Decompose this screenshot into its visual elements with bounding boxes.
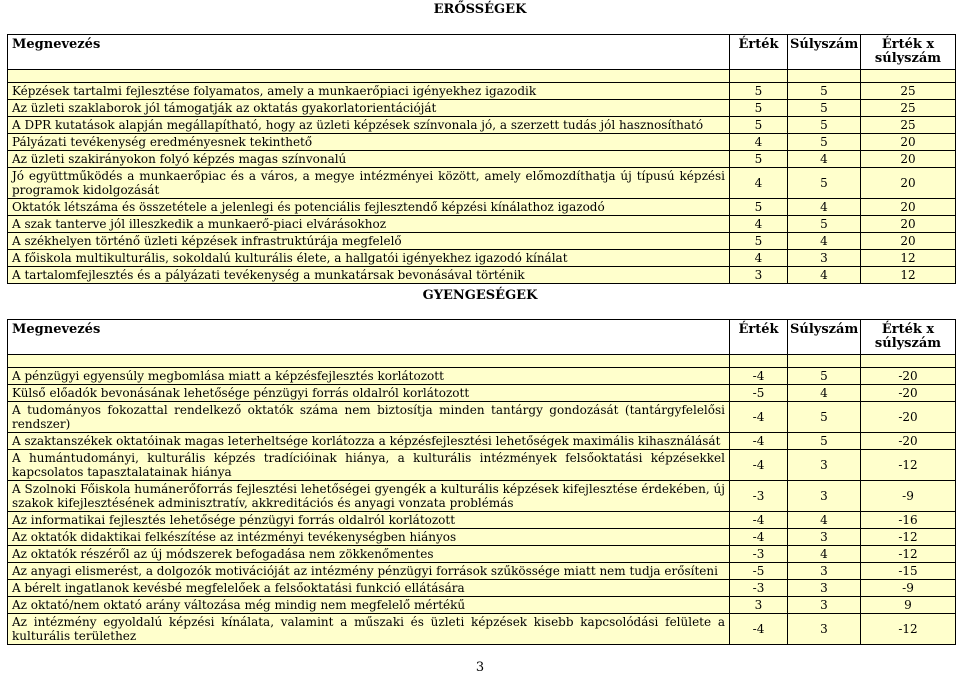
row-value: -4: [730, 450, 788, 481]
row-product: 20: [861, 151, 956, 168]
row-weight: 4: [788, 512, 861, 529]
row-value: -5: [730, 563, 788, 580]
strengths-table: [7, 34, 956, 284]
row-value: 4: [730, 250, 788, 267]
header-weight: Súlyszám: [788, 35, 861, 70]
table-header-row: [8, 35, 956, 70]
table-row: [8, 250, 956, 267]
row-name: Külső előadók bevonásának lehetősége pénzügyi forrás oldalról korlátozott: [8, 385, 730, 402]
table-row: [8, 151, 956, 168]
row-product: -9: [861, 580, 956, 597]
row-value: 4: [730, 134, 788, 151]
row-name: A szaktanszékek oktatóinak magas leterheltsége korlátozza a képzésfejlesztési lehetőségek maximális kihasználását: [8, 433, 730, 450]
row-weight: 3: [788, 450, 861, 481]
row-value: -4: [730, 433, 788, 450]
row-name: A humántudományi, kulturális képzés tradícióinak hiánya, a kulturális intézmények felsőoktatási képzésekkel kapcsolatos tapasztalatainak hiánya: [8, 450, 730, 481]
header-name: Megnevezés: [8, 35, 730, 70]
empty-cell: [8, 70, 730, 83]
table-row: [8, 267, 956, 284]
row-product: -12: [861, 529, 956, 546]
row-weight: 4: [788, 233, 861, 250]
row-weight: 5: [788, 216, 861, 233]
row-name: A tartalomfejlesztés és a pályázati tevékenység a munkatársak bevonásával történik: [8, 267, 730, 284]
table-row: [8, 402, 956, 433]
row-weight: 3: [788, 529, 861, 546]
row-value: 5: [730, 83, 788, 100]
row-product: -20: [861, 433, 956, 450]
strengths-title: ERŐSSÉGEK: [433, 2, 527, 17]
row-name: A székhelyen történő üzleti képzések infrastruktúrája megfelelő: [8, 233, 730, 250]
row-weight: 5: [788, 433, 861, 450]
empty-cell: [730, 70, 788, 83]
table-header-row: [8, 320, 956, 355]
row-value: -4: [730, 614, 788, 645]
row-product: -12: [861, 450, 956, 481]
row-value: -4: [730, 529, 788, 546]
row-product: 20: [861, 134, 956, 151]
row-name: A DPR kutatások alapján megállapítható, hogy az üzleti képzések színvonala jó, a szerzett tudás jól hasznosítható: [8, 117, 730, 134]
row-product: -12: [861, 546, 956, 563]
weaknesses-title: GYENGESÉGEK: [422, 288, 538, 303]
row-weight: 5: [788, 168, 861, 199]
row-value: -4: [730, 402, 788, 433]
table-row: [8, 368, 956, 385]
row-product: -15: [861, 563, 956, 580]
row-weight: 3: [788, 580, 861, 597]
row-product: 20: [861, 216, 956, 233]
table-row: [8, 614, 956, 645]
row-product: 25: [861, 83, 956, 100]
row-name: Az informatikai fejlesztés lehetősége pénzügyi forrás oldalról korlátozott: [8, 512, 730, 529]
row-value: -5: [730, 385, 788, 402]
header-product: Érték x súlyszám: [861, 320, 956, 355]
empty-cell: [788, 70, 861, 83]
row-value: -4: [730, 368, 788, 385]
row-name: Az intézmény egyoldalú képzési kínálata, valamint a műszaki és üzleti képzések kisebb kapcsolódási felülete a kulturális területhez: [8, 614, 730, 645]
row-product: -9: [861, 481, 956, 512]
header-product: Érték x súlyszám: [861, 35, 956, 70]
row-product: 25: [861, 117, 956, 134]
row-value: 5: [730, 233, 788, 250]
row-name: Az oktató/nem oktató arány változása még mindig nem megfelelő mértékű: [8, 597, 730, 614]
row-weight: 3: [788, 250, 861, 267]
row-product: 20: [861, 168, 956, 199]
empty-cell: [861, 355, 956, 368]
table-row: [8, 233, 956, 250]
row-name: Jó együttműködés a munkaerőpiac és a város, a megye intézményei között, amely előmozdíthatja új típusú képzési programok kidolgozását: [8, 168, 730, 199]
row-product: 20: [861, 199, 956, 216]
empty-row: [8, 355, 956, 368]
row-value: 3: [730, 267, 788, 284]
table-row: [8, 83, 956, 100]
row-value: -3: [730, 481, 788, 512]
header-value: Érték: [730, 35, 788, 70]
row-name: Oktatók létszáma és összetétele a jelenlegi és potenciális fejlesztendő képzési kínálathoz igazodó: [8, 199, 730, 216]
table-row: [8, 597, 956, 614]
row-weight: 3: [788, 614, 861, 645]
row-weight: 4: [788, 385, 861, 402]
row-weight: 4: [788, 267, 861, 284]
row-name: A Szolnoki Főiskola humánerőforrás fejlesztési lehetőségei gyengék a kulturális képzések kifejlesztése érdekében, új szakok kifejlesztésének adminisztratív, akkreditációs és anyagi vonzata problémás: [8, 481, 730, 512]
empty-cell: [861, 70, 956, 83]
table-row: [8, 529, 956, 546]
row-name: Az üzleti szaklaborok jól támogatják az oktatás gyakorlatorientációját: [8, 100, 730, 117]
row-weight: 5: [788, 100, 861, 117]
row-weight: 4: [788, 546, 861, 563]
row-value: -3: [730, 546, 788, 563]
row-name: A tudományos fokozattal rendelkező oktatók száma nem biztosítja minden tantárgy gondozását (tantárgyfelelősi rendszer): [8, 402, 730, 433]
table-row: [8, 546, 956, 563]
row-product: -20: [861, 368, 956, 385]
row-value: 4: [730, 168, 788, 199]
row-name: Az oktatók részéről az új módszerek befogadása nem zökkenőmentes: [8, 546, 730, 563]
row-value: 5: [730, 199, 788, 216]
row-weight: 3: [788, 563, 861, 580]
row-product: 12: [861, 267, 956, 284]
table-row: [8, 134, 956, 151]
row-weight: 4: [788, 151, 861, 168]
table-row: [8, 450, 956, 481]
empty-row: [8, 70, 956, 83]
row-product: 25: [861, 100, 956, 117]
row-name: Az oktatók didaktikai felkészítése az intézményi tevékenységben hiányos: [8, 529, 730, 546]
row-weight: 5: [788, 402, 861, 433]
table-row: [8, 199, 956, 216]
table-row: [8, 481, 956, 512]
row-value: -4: [730, 512, 788, 529]
row-weight: 5: [788, 117, 861, 134]
row-name: A pénzügyi egyensúly megbomlása miatt a képzésfejlesztés korlátozott: [8, 368, 730, 385]
row-product: -12: [861, 614, 956, 645]
header-weight: Súlyszám: [788, 320, 861, 355]
header-name: Megnevezés: [8, 320, 730, 355]
row-product: 9: [861, 597, 956, 614]
row-value: 4: [730, 216, 788, 233]
row-value: -3: [730, 580, 788, 597]
table-row: [8, 216, 956, 233]
row-value: 5: [730, 100, 788, 117]
row-weight: 5: [788, 83, 861, 100]
row-product: -20: [861, 385, 956, 402]
row-value: 3: [730, 597, 788, 614]
row-product: 20: [861, 233, 956, 250]
table-row: [8, 580, 956, 597]
empty-cell: [730, 355, 788, 368]
row-weight: 3: [788, 481, 861, 512]
weaknesses-table: [7, 319, 956, 645]
table-row: [8, 433, 956, 450]
row-value: 5: [730, 117, 788, 134]
row-product: -16: [861, 512, 956, 529]
row-product: -20: [861, 402, 956, 433]
row-name: A bérelt ingatlanok kevésbé megfelelőek a felsőoktatási funkció ellátására: [8, 580, 730, 597]
table-row: [8, 117, 956, 134]
page-number: 3: [475, 660, 485, 675]
row-weight: 3: [788, 597, 861, 614]
row-name: A szak tanterve jól illeszkedik a munkaerő-piaci elvárásokhoz: [8, 216, 730, 233]
row-name: Az üzleti szakirányokon folyó képzés magas színvonalú: [8, 151, 730, 168]
row-weight: 5: [788, 134, 861, 151]
table-row: [8, 100, 956, 117]
table-row: [8, 512, 956, 529]
empty-cell: [8, 355, 730, 368]
table-row: [8, 168, 956, 199]
row-value: 5: [730, 151, 788, 168]
row-weight: 4: [788, 199, 861, 216]
row-name: Az anyagi elismerést, a dolgozók motivációját az intézmény pénzügyi források szűkössége miatt nem tudja erősíteni: [8, 563, 730, 580]
row-name: Képzések tartalmi fejlesztése folyamatos, amely a munkaerőpiaci igényekhez igazodik: [8, 83, 730, 100]
row-product: 12: [861, 250, 956, 267]
table-row: [8, 563, 956, 580]
row-name: A főiskola multikulturális, sokoldalú kulturális élete, a hallgatói igényekhez igazodó kínálat: [8, 250, 730, 267]
header-value: Érték: [730, 320, 788, 355]
row-name: Pályázati tevékenység eredményesnek tekinthető: [8, 134, 730, 151]
row-weight: 5: [788, 368, 861, 385]
table-row: [8, 385, 956, 402]
empty-cell: [788, 355, 861, 368]
